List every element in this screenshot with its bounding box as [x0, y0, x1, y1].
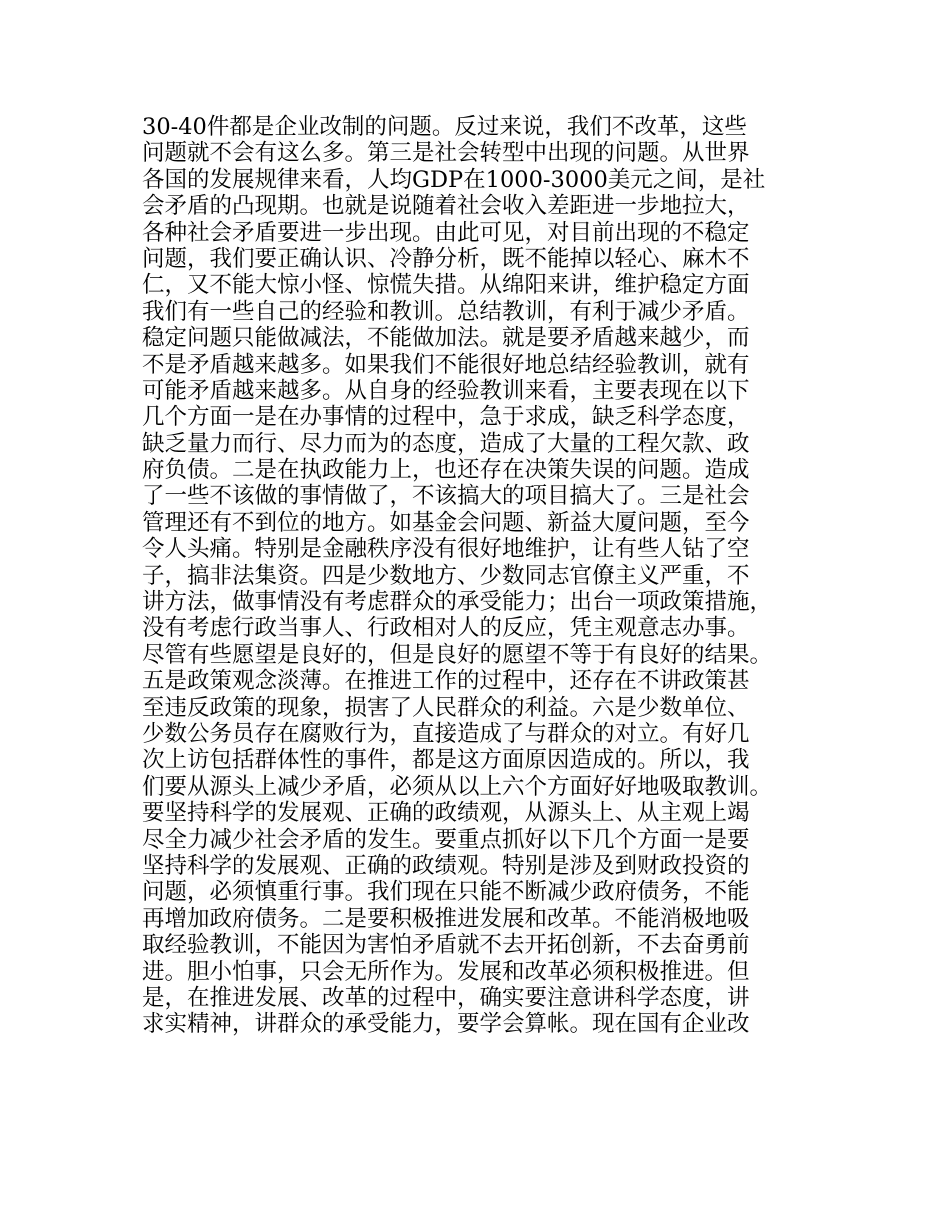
text-line: 要坚持科学的发展观、正确的政绩观，从源头上、从主观上竭 [142, 800, 750, 827]
text-line: 我们有一些自己的经验和教训。总结教训，有利于减少矛盾。 [142, 298, 750, 325]
text-line: 府负债。二是在执政能力上，也还存在决策失误的问题。造成 [142, 457, 750, 484]
text-line: 没有考虑行政当事人、行政相对人的反应，凭主观意志办事。 [142, 615, 750, 642]
text-line: 尽全力减少社会矛盾的发生。要重点抓好以下几个方面一是要 [142, 826, 750, 853]
text-line: 管理还有不到位的地方。如基金会问题、新益大厦问题，至今 [142, 509, 750, 536]
text-line: 稳定问题只能做减法，不能做加法。就是要矛盾越来越少，而 [142, 325, 750, 352]
text-line: 次上访包括群体性的事件，都是这方面原因造成的。所以，我 [142, 747, 750, 774]
text-line: 仁，又不能大惊小怪、惊慌失措。从绵阳来讲，维护稳定方面 [142, 272, 750, 299]
text-line: 30-40件都是企业改制的问题。反过来说，我们不改革，这些 [142, 114, 747, 140]
text-line: 了一些不该做的事情做了，不该搞大的项目搞大了。三是社会 [142, 483, 750, 510]
body-text [142, 114, 842, 1038]
text-line: 少数公务员存在腐败行为，直接造成了与群众的对立。有好几 [142, 720, 750, 747]
text-line: 令人头痛。特别是金融秩序没有很好地维护，让有些人钻了空 [142, 536, 750, 563]
text-line: 坚持科学的发展观、正确的政绩观。特别是涉及到财政投资的 [142, 852, 750, 879]
text-line: 各种社会矛盾要进一步出现。由此可见，对目前出现的不稳定 [142, 219, 750, 246]
text-line: 会矛盾的凸现期。也就是说随着社会收入差距进一步地拉大， [142, 193, 750, 220]
text-line: 至违反政策的现象，损害了人民群众的利益。六是少数单位、 [142, 694, 750, 721]
text-line: 子，搞非法集资。四是少数地方、少数同志官僚主义严重，不 [142, 562, 750, 589]
text-line: 可能矛盾越来越多。从自身的经验教训来看，主要表现在以下 [142, 377, 750, 404]
text-line: 是，在推进发展、改革的过程中，确实要注意讲科学态度，讲 [142, 984, 750, 1011]
text-line: 尽管有些愿望是良好的，但是良好的愿望不等于有良好的结果。 [142, 641, 773, 668]
text-line: 进。胆小怕事，只会无所作为。发展和改革必须积极推进。但 [142, 958, 750, 985]
text-line: 几个方面一是在办事情的过程中，急于求成，缺乏科学态度， [142, 404, 750, 431]
text-line: 问题就不会有这么多。第三是社会转型中出现的问题。从世界 [142, 140, 750, 167]
text-line: 五是政策观念淡薄。在推进工作的过程中，还存在不讲政策甚 [142, 668, 750, 695]
text-line: 各国的发展规律来看，人均GDP在1000-3000美元之间，是社 [142, 166, 766, 193]
text-line: 再增加政府债务。二是要积极推进发展和改革。不能消极地吸 [142, 905, 750, 932]
text-line: 不是矛盾越来越多。如果我们不能很好地总结经验教训，就有 [142, 351, 750, 378]
text-line: 们要从源头上减少矛盾，必须从以上六个方面好好地吸取教训。 [142, 773, 773, 800]
text-line: 问题，我们要正确认识、冷静分析，既不能掉以轻心、麻木不 [142, 245, 750, 272]
text-line: 讲方法，做事情没有考虑群众的承受能力；出台一项政策措施， [142, 589, 773, 616]
text-line: 缺乏量力而行、尽力而为的态度，造成了大量的工程欠款、政 [142, 430, 750, 457]
text-line: 问题，必须慎重行事。我们现在只能不断减少政府债务，不能 [142, 879, 750, 906]
text-line: 取经验教训，不能因为害怕矛盾就不去开拓创新，不去奋勇前 [142, 932, 750, 959]
text-line: 求实精神，讲群众的承受能力，要学会算帐。现在国有企业改 [142, 1011, 750, 1038]
